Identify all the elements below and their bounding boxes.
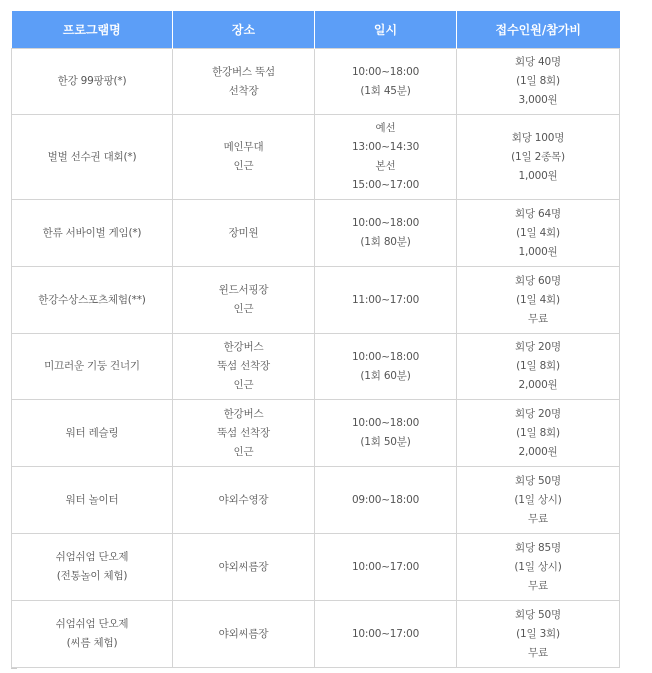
place-cell-line: 장미원 bbox=[228, 226, 259, 239]
program-name-cell bbox=[12, 601, 173, 668]
capacity-fee-cell bbox=[457, 601, 620, 668]
capacity-fee-cell bbox=[457, 467, 620, 534]
datetime-cell bbox=[315, 334, 457, 400]
program-name-cell bbox=[12, 49, 173, 115]
program-name-cell-line: 워터 놀이터 bbox=[65, 493, 119, 506]
capacity-fee-cell bbox=[457, 534, 620, 601]
capacity-fee-cell-line: (1일 3회) bbox=[516, 627, 560, 640]
program-name-cell-line: 워터 레슬링 bbox=[65, 426, 119, 439]
capacity-fee-cell-line: (1일 8회) bbox=[516, 75, 560, 87]
capacity-fee-cell-line: 회당 20명 bbox=[515, 407, 561, 420]
footnote-mark bbox=[11, 668, 17, 672]
program-name-cell-line: 한강 99팡팡(*) bbox=[57, 75, 127, 87]
place-cell bbox=[173, 334, 315, 400]
datetime-cell-line: 10:00~18:00 bbox=[351, 417, 420, 429]
capacity-fee-cell-line: 회당 20명 bbox=[515, 341, 561, 353]
table-row bbox=[12, 115, 620, 200]
capacity-fee-cell-line: 회당 40명 bbox=[515, 56, 561, 68]
header-capacity-fee: 접수인원/참가비 bbox=[457, 11, 620, 49]
place-cell bbox=[173, 200, 315, 267]
table-body bbox=[12, 49, 620, 668]
place-cell bbox=[173, 267, 315, 334]
datetime-cell-line: 본선 bbox=[375, 160, 396, 172]
capacity-fee-cell bbox=[457, 49, 620, 115]
program-table bbox=[11, 11, 620, 668]
capacity-fee-cell-line: 2,000원 bbox=[518, 445, 558, 458]
program-name-cell-line: (전통놀이 체험) bbox=[56, 570, 128, 582]
place-cell-line: 야외씨름장 bbox=[218, 560, 269, 573]
program-name-cell bbox=[12, 334, 173, 400]
capacity-fee-cell-line: 무료 bbox=[528, 312, 548, 325]
program-name-cell bbox=[12, 115, 173, 200]
capacity-fee-cell-line: (1일 상시) bbox=[514, 560, 562, 573]
place-cell bbox=[173, 534, 315, 601]
table-row bbox=[12, 200, 620, 267]
table-row bbox=[12, 267, 620, 334]
program-name-cell bbox=[12, 267, 173, 334]
program-name-cell-line: 한류 서바이벌 게임(*) bbox=[42, 226, 142, 239]
program-name-cell-line: 쉬엄쉬엄 단오제 bbox=[55, 551, 129, 563]
datetime-cell-line: 10:00~18:00 bbox=[351, 217, 420, 229]
header-row bbox=[12, 11, 620, 49]
table-row bbox=[12, 601, 620, 668]
datetime-cell-line: (1회 60분) bbox=[360, 369, 411, 382]
datetime-cell-line: 예선 bbox=[375, 122, 396, 134]
datetime-cell bbox=[315, 200, 457, 267]
header-datetime: 일시 bbox=[315, 11, 457, 49]
place-cell-line: 뚝섬 선착장 bbox=[217, 360, 270, 372]
place-cell-line: 윈드서핑장 bbox=[218, 284, 269, 296]
program-name-cell-line: 한강수상스포츠체험(**) bbox=[38, 293, 146, 306]
table-row bbox=[12, 49, 620, 115]
capacity-fee-cell-line: 회당 50명 bbox=[515, 608, 561, 621]
header-program-name: 프로그램명 bbox=[12, 11, 173, 49]
table-row bbox=[12, 534, 620, 601]
capacity-fee-cell bbox=[457, 115, 620, 200]
place-cell-line: 인근 bbox=[233, 160, 254, 172]
capacity-fee-cell bbox=[457, 400, 620, 467]
datetime-cell-line: 10:00~18:00 bbox=[351, 350, 420, 363]
program-name-cell-line: 쉬엄쉬엄 단오제 bbox=[55, 618, 129, 630]
datetime-cell-line: 15:00~17:00 bbox=[351, 179, 420, 191]
capacity-fee-cell bbox=[457, 267, 620, 334]
place-cell-line: 인근 bbox=[233, 379, 254, 391]
place-cell bbox=[173, 601, 315, 668]
datetime-cell bbox=[315, 400, 457, 467]
datetime-cell bbox=[315, 49, 457, 115]
datetime-cell-line: (1회 45분) bbox=[360, 84, 411, 97]
datetime-cell bbox=[315, 115, 457, 200]
capacity-fee-cell-line: (1일 상시) bbox=[514, 493, 562, 506]
datetime-cell-line: 10:00~17:00 bbox=[351, 560, 420, 573]
capacity-fee-cell-line: 무료 bbox=[528, 512, 548, 525]
capacity-fee-cell-line: 무료 bbox=[528, 579, 548, 592]
program-name-cell-line: 미끄러운 기둥 건너기 bbox=[44, 360, 140, 372]
program-name-cell-line: (씨름 체험) bbox=[66, 637, 118, 649]
place-cell bbox=[173, 115, 315, 200]
datetime-cell-line: (1회 80분) bbox=[360, 236, 411, 248]
capacity-fee-cell-line: 회당 100명 bbox=[511, 131, 565, 144]
datetime-cell-line: 10:00~17:00 bbox=[351, 627, 420, 640]
place-cell bbox=[173, 49, 315, 115]
datetime-cell-line: 10:00~18:00 bbox=[351, 65, 420, 78]
program-name-cell bbox=[12, 400, 173, 467]
capacity-fee-cell-line: 회당 64명 bbox=[515, 207, 561, 220]
place-cell-line: 인근 bbox=[233, 303, 254, 315]
datetime-cell bbox=[315, 534, 457, 601]
capacity-fee-cell-line: 1,000원 bbox=[518, 245, 558, 258]
capacity-fee-cell-line: (1일 8회) bbox=[516, 360, 560, 372]
place-cell-line: 야외씨름장 bbox=[218, 627, 269, 640]
capacity-fee-cell-line: 무료 bbox=[528, 646, 548, 659]
capacity-fee-cell-line: (1일 4회) bbox=[516, 293, 560, 306]
capacity-fee-cell-line: 3,000원 bbox=[518, 94, 558, 106]
datetime-cell-line: 11:00~17:00 bbox=[351, 293, 420, 306]
table-row bbox=[12, 400, 620, 467]
capacity-fee-cell bbox=[457, 334, 620, 400]
place-cell-line: 야외수영장 bbox=[218, 493, 269, 506]
capacity-fee-cell-line: 회당 50명 bbox=[515, 474, 561, 487]
capacity-fee-cell-line: (1일 8회) bbox=[516, 426, 560, 439]
place-cell-line: 한강버스 bbox=[223, 407, 264, 420]
capacity-fee-cell-line: 2,000원 bbox=[518, 379, 558, 391]
program-name-cell bbox=[12, 200, 173, 267]
datetime-cell-line: 13:00~14:30 bbox=[351, 141, 420, 153]
place-cell-line: 선착장 bbox=[228, 84, 259, 97]
datetime-cell bbox=[315, 601, 457, 668]
capacity-fee-cell-line: (1일 4회) bbox=[516, 226, 560, 239]
table-row bbox=[12, 334, 620, 400]
program-name-cell bbox=[12, 534, 173, 601]
program-name-cell bbox=[12, 467, 173, 534]
place-cell-line: 뚝섬 선착장 bbox=[217, 426, 270, 439]
place-cell-line: 인근 bbox=[233, 445, 254, 458]
capacity-fee-cell-line: 회당 85명 bbox=[515, 541, 561, 554]
place-cell bbox=[173, 467, 315, 534]
datetime-cell bbox=[315, 467, 457, 534]
datetime-cell-line: (1회 50분) bbox=[360, 436, 411, 448]
datetime-cell-line: 09:00~18:00 bbox=[351, 493, 420, 506]
header-place: 장소 bbox=[173, 11, 315, 49]
capacity-fee-cell-line: 1,000원 bbox=[518, 169, 558, 182]
capacity-fee-cell bbox=[457, 200, 620, 267]
capacity-fee-cell-line: 회당 60명 bbox=[515, 274, 561, 287]
place-cell-line: 한강버스 뚝섬 bbox=[212, 65, 275, 78]
place-cell bbox=[173, 400, 315, 467]
datetime-cell bbox=[315, 267, 457, 334]
place-cell-line: 한강버스 bbox=[223, 341, 264, 353]
program-name-cell-line: 벌벌 선수권 대회(*) bbox=[47, 150, 137, 163]
capacity-fee-cell-line: (1일 2종목) bbox=[511, 150, 565, 163]
place-cell-line: 메인무대 bbox=[223, 141, 264, 153]
table-row bbox=[12, 467, 620, 534]
